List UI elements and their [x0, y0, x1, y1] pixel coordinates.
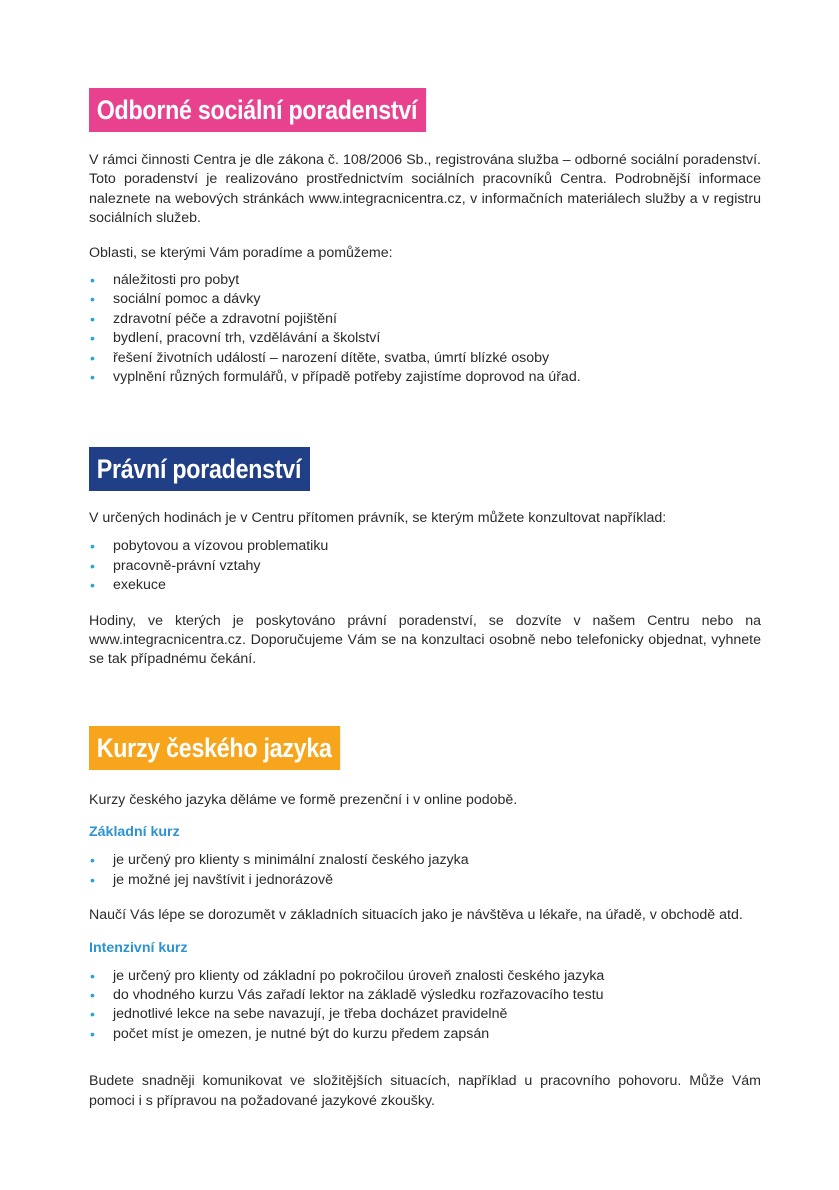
list-item: • počet míst je omezen, je nutné být do kurzu předem zapsán [89, 1025, 761, 1044]
bullet-icon: • [90, 538, 95, 555]
bullet-icon: • [90, 310, 95, 327]
list-item: • zdravotní péče a zdravotní pojištění [89, 310, 761, 329]
bullet-icon: • [90, 330, 95, 347]
list-item: • náležitosti pro pobyt [89, 271, 761, 290]
list-item: • je možné jej navštívit i jednorázově [89, 871, 761, 890]
list-item: • do vhodného kurzu Vás zařadí lektor na základě výsledku rozřazovacího testu [89, 986, 761, 1005]
bullet-icon: • [90, 967, 95, 984]
section-heading: Kurzy českého jazyka [89, 726, 340, 770]
section-heading: Odborné sociální poradenství [89, 88, 426, 132]
topics-list [89, 537, 761, 595]
list-item: • řešení životních událostí – narození dítěte, svatba, úmrtí blízké osoby [89, 349, 761, 368]
basic-course-title: Základní kurz [89, 824, 180, 841]
section-social-counseling [89, 88, 761, 387]
section-legal-counseling [89, 447, 761, 670]
bullet-icon: • [90, 871, 95, 888]
list-item: • pracovně-právní vztahy [89, 557, 761, 576]
bullet-icon: • [90, 852, 95, 869]
list-item: • je určený pro klienty od základní po pokročilou úroveň znalosti českého jazyka [89, 967, 761, 986]
intensive-course-list [89, 967, 761, 1045]
section-czech-courses [89, 726, 761, 1111]
basic-course-list [89, 851, 761, 890]
section-heading: Právní poradenství [89, 447, 310, 491]
list-item: • sociální pomoc a dávky [89, 290, 761, 309]
bullet-icon: • [90, 557, 95, 574]
bullet-icon: • [90, 272, 95, 289]
section-lead: Oblasti, se kterými Vám poradíme a pomůžeme: [89, 244, 393, 261]
bullet-icon: • [90, 291, 95, 308]
basic-course-note: Naučí Vás lépe se dorozumět v základních situacích jako je návštěva u lékaře, na úřadě, v obchodě atd. [89, 907, 743, 924]
bullet-icon: • [90, 369, 95, 386]
section-intro: Kurzy českého jazyka děláme ve formě prezenční i v online podobě. [89, 792, 518, 808]
bullet-icon: • [90, 987, 95, 1004]
list-item: • jednotlivé lekce na sebe navazují, je třeba docházet pravidelně [89, 1005, 761, 1024]
intensive-course-note: Budete snadněji komunikovat ve složitějších situacích, například u pracovního pohovoru. Může Vám pomoci i s přípravou na požadované jazykové zkoušky. [89, 1073, 761, 1109]
list-item: • je určený pro klienty s minimální znalostí českého jazyka [89, 851, 761, 870]
bullet-icon: • [90, 577, 95, 594]
list-item: • exekuce [89, 576, 761, 595]
list-item: • pobytovou a vízovou problematiku [89, 537, 761, 556]
list-item: • vyplnění různých formulářů, v případě potřeby zajistíme doprovod na úřad. [89, 368, 761, 387]
bullet-icon: • [90, 1006, 95, 1023]
section-intro: V určených hodinách je v Centru přítomen právník, se kterým můžete konzultovat například: [89, 510, 667, 526]
section-intro: V rámci činnosti Centra je dle zákona č. 108/2006 Sb., registrována služba – odborné sociální poradenství. Toto poradenství je realizováno prostřednictvím sociálních pracovníků Centra. Podrobnější informace naleznete na webových stránkách www.integracnicentra.cz, v informačních materiálech služby a v registru sociálních služeb. [89, 152, 761, 227]
list-item: • bydlení, pracovní trh, vzdělávání a školství [89, 329, 761, 348]
intensive-course-title: Intenzivní kurz [89, 939, 188, 956]
section-outro: Hodiny, ve kterých je poskytováno právní poradenství, se dozvíte v našem Centru nebo na www.integracnicentra.cz. Doporučujeme Vám se na konzultaci osobně nebo telefonicky objednat, vyhnete se tak případnému čekání. [89, 612, 761, 668]
bullet-icon: • [90, 349, 95, 366]
topics-list [89, 271, 761, 387]
bullet-icon: • [90, 1025, 95, 1042]
